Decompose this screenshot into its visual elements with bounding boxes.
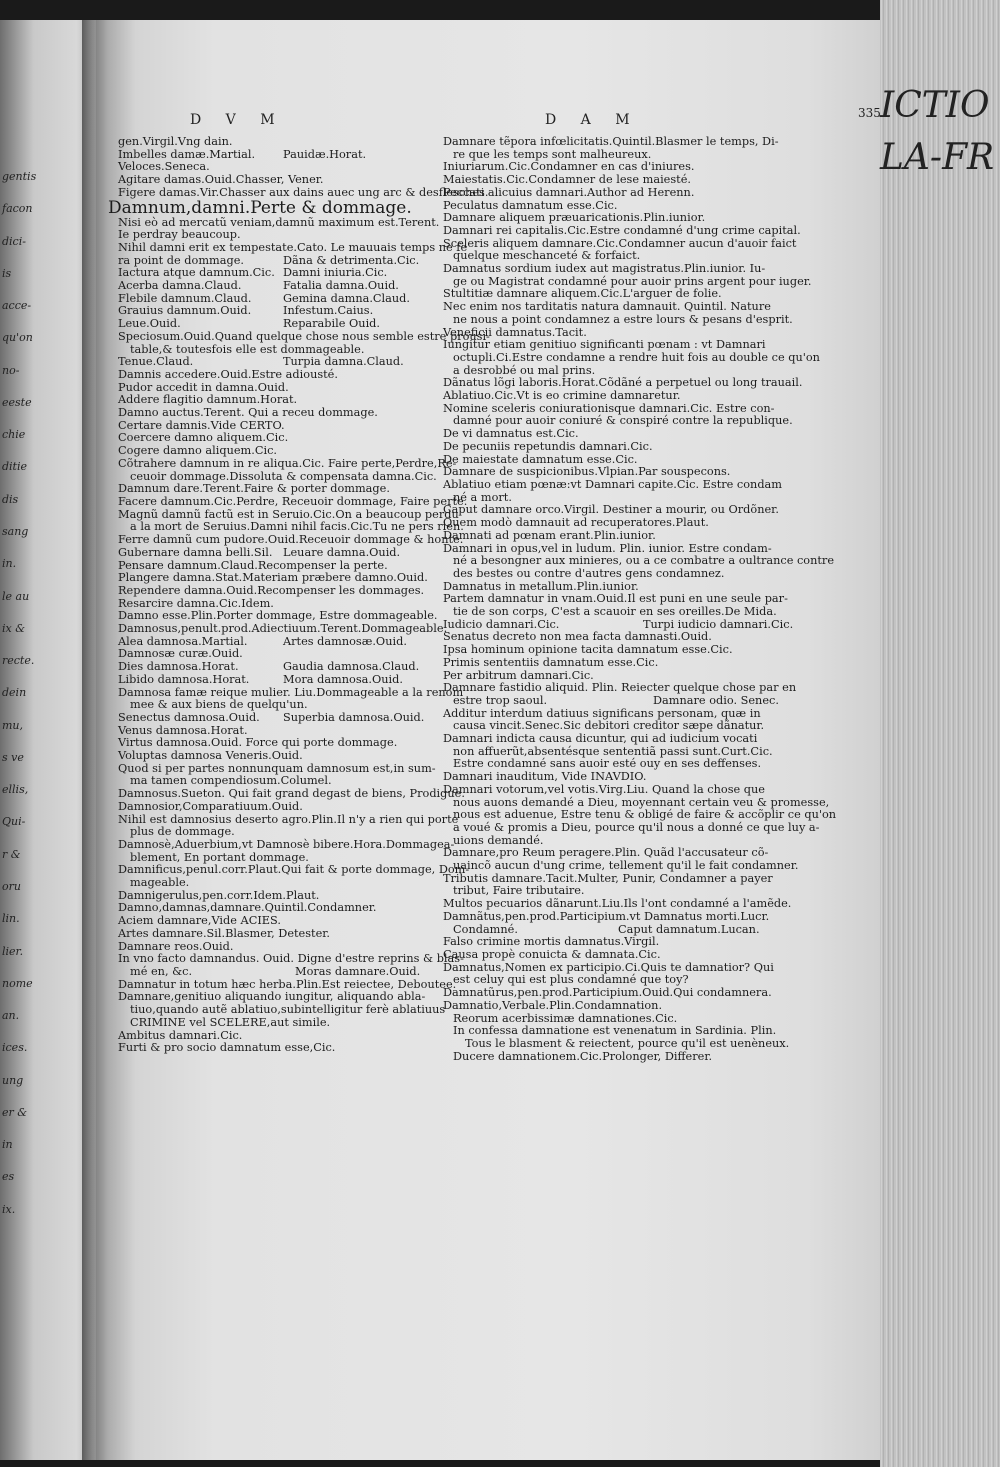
entry-text: estre trop saoul.	[453, 693, 548, 707]
margin-fragment: mu,	[2, 719, 24, 732]
entry-text: Alea damnosa.Martial.	[118, 634, 248, 648]
entry-text: Libido damnosa.Horat.	[118, 672, 250, 686]
entry-text: Figere damas.Vir.Chasser aux dains auec ung arc & desflesches.	[118, 185, 489, 199]
entry-text: Imbelles damæ.Martial.	[118, 147, 256, 161]
margin-fragment: in.	[2, 557, 17, 570]
entry-text: Damnis accedere.Ouid.Estre adiousté.	[118, 367, 338, 381]
entry-text: ge ou Magistrat condamné pour auoir prins argent pour iuger.	[453, 274, 812, 288]
entry-text: octupli.Ci.Estre condamne a rendre huit fois au double ce qu'on	[453, 350, 820, 364]
margin-fragment: ellis,	[2, 783, 29, 796]
margin-fragment: lier.	[2, 945, 24, 958]
entry-text-secondary: Dãna & detrimenta.Cic.	[283, 253, 420, 267]
entry-text: quelque meschanceté & forfaict.	[453, 249, 641, 263]
entry-text: Damnari inauditum, Vide INAVDIO.	[443, 770, 647, 784]
entry-text: Venus damnosa.Horat.	[118, 723, 248, 737]
margin-fragment: s ve	[2, 751, 24, 764]
entry-text: Acerba damna.Claud.	[118, 279, 242, 293]
entry-text: table,& toutesfois elle est dommageable.	[130, 342, 365, 356]
page-block-edges	[880, 0, 1000, 1467]
entry-line	[108, 661, 426, 674]
entry-text-secondary: Dissoluta & compensata damna.Cic.	[229, 469, 437, 483]
entry-text: Magnũ damnũ factũ est in Seruio.Cic.On a beaucoup perdu	[118, 507, 459, 521]
entry-text: uions demandé.	[453, 833, 544, 847]
entry-text: De vi damnatus est.Cic.	[443, 427, 579, 441]
entry-text: Damnatus sordium iudex aut magistratus.Plin.iunior. Iu-	[443, 262, 766, 276]
entry-text: Damno esse.Plin.Porter dommage, Estre dommageable.	[118, 609, 438, 623]
entry-text: plus de dommage.	[130, 825, 235, 839]
entry-line	[108, 197, 426, 218]
margin-fragment: gentis	[2, 170, 37, 183]
entry-text: Multos pecuarios dãnarunt.Liu.Ils l'ont condamné a l'amẽde.	[443, 897, 792, 911]
entry-text: Damnosus.Sueton. Qui fait grand degast de biens, Prodigue.	[118, 787, 465, 801]
entry-text: gen.Virgil.Vng dain.	[118, 135, 233, 148]
right-running-head: D A M	[545, 112, 640, 128]
entry-text: Quem modò damnauit ad recuperatores.Plaut.	[443, 516, 709, 530]
entry-text: Nomine sceleris coniurationisque damnari.Cic. Estre con-	[443, 401, 775, 415]
entry-text: Damnatio,Verbale.Plin.Condamnation.	[443, 998, 663, 1012]
entry-text: Veneficii damnatus.Tacit.	[443, 325, 587, 339]
left-running-head: D V M	[190, 112, 285, 128]
entry-text: Causa propè conuicta & damnata.Cic.	[443, 948, 661, 961]
entry-text-secondary: Superbia damnosa.Ouid.	[283, 710, 425, 724]
entry-text: Virtus damnosa.Ouid. Force qui porte dommage.	[118, 736, 398, 750]
margin-fragment: dici-	[2, 235, 26, 248]
margin-fragment: recte.	[2, 654, 35, 667]
entry-text: Ducere damnationem.Cic.Prolonger, Differer.	[453, 1049, 713, 1063]
entry-text: Tributis damnare.Tacit.Multer, Punir, Condamner a payer	[443, 871, 773, 885]
entry-text: Damnatur in totum hæc herba.Plin.Est reiectee, Deboutee.	[118, 977, 457, 991]
entry-text: Damnare reos.Ouid.	[118, 939, 234, 953]
entry-text: Tous le blasment & reiectent, pource qu'il est uenèneux.	[465, 1036, 790, 1050]
entry-text: Damnari votorum,vel votis.Virg.Liu. Quand la chose que	[443, 782, 765, 796]
entry-text: Ambitus damnari.Cic.	[118, 1028, 243, 1042]
page-number: 335	[858, 106, 881, 120]
entry-text: Per arbitrum damnari.Cic.	[443, 668, 594, 682]
entry-text: Dãnatus lõgi laboris.Horat.Cõdãné a perpetuel ou long trauail.	[443, 376, 803, 390]
entry-text: tie de son corps, C'est a scauoir en ses oreilles.De Mida.	[453, 605, 777, 619]
entry-text: Nihil est damnosius deserto agro.Plin.Il n'y a rien qui porte	[118, 812, 459, 826]
entry-text: In confessa damnatione est venenatum in Sardinia. Plin.	[453, 1024, 777, 1038]
entry-text: a la mort de Seruius.	[130, 520, 251, 534]
entry-text: Peccati alicuius damnari.Author ad Herenn.	[443, 185, 695, 199]
margin-fragment: qu'on	[2, 331, 33, 344]
entry-text: ne nous a point condamnez a estre lours & pesans d'esprit.	[453, 312, 793, 326]
margin-fragment: r &	[2, 848, 21, 861]
entry-text: Plangere damna.Stat.	[118, 571, 243, 585]
entry-line	[108, 456, 457, 471]
entry-text: Damno auctus.Terent. Qui a receu dommage.	[118, 406, 378, 420]
entry-text: né a besongner aux minieres, ou a ce combatre a oultrance contre	[453, 554, 835, 568]
entry-text: Sceleris aliquem damnare.Cic.Condamner aucun d'auoir faict	[443, 236, 797, 250]
entry-text: Rependere damna.Ouid.Recompenser les dommages.	[118, 583, 425, 597]
entry-text: De maiestate damnatum esse.Cic.	[443, 452, 638, 466]
entry-text-secondary: Turpi iudicio damnari.Cic.	[643, 617, 794, 631]
entry-text: Iniuriarum.Cic.Condamner en cas d'iniures.	[443, 160, 695, 174]
margin-fragment: oru	[2, 880, 21, 893]
entry-text: Caput damnare orco.Virgil. Destiner a mourir, ou Ordõner.	[443, 503, 779, 517]
margin-fragment: ditie	[2, 460, 28, 473]
entry-text: damné pour auoir coniuré & conspiré contre la republique.	[453, 414, 793, 428]
entry-line	[108, 1042, 426, 1055]
entry-text: blement, En portant dommage.	[130, 850, 309, 864]
entry-text: Certare damnis.Vide CERTO.	[118, 418, 285, 432]
entry-text: Damnari indicta causa dicuntur, qui ad iudicium vocati	[443, 732, 758, 746]
entry-text: Quod si per partes nonnunquam damnosum est,in sum-	[118, 761, 436, 775]
entry-text: Veloces.Seneca.	[118, 160, 210, 174]
entry-text: Iudicio damnari.Cic.	[443, 617, 560, 631]
entry-text: Pensare damnum.Claud.Recompenser la perte.	[118, 558, 388, 572]
entry-text: Damnari rei capitalis.Cic.Estre condamné d'ung crime capital.	[443, 223, 801, 237]
margin-fragment: is	[2, 267, 12, 280]
entry-text: Ipsa hominum opinione tacita damnatum esse.Cic.	[443, 643, 733, 657]
entry-text: Partem damnatur in vnam.Ouid.Il est puni en une seule par-	[443, 592, 788, 606]
entry-text-secondary: Leuare damna.Ouid.	[283, 545, 401, 559]
entry-text: CRIMINE vel SCELERE,aut simile.	[130, 1015, 331, 1029]
margin-fragment: chie	[2, 428, 26, 441]
entry-line	[108, 533, 464, 547]
entry-text: ra point de dommage.	[118, 253, 244, 267]
entry-text: In vno facto damnandus. Ouid. Digne d'estre reprins & blas-	[118, 952, 464, 966]
entry-text: Agitare damas.Ouid.Chasser, Vener.	[118, 173, 324, 187]
entry-text-secondary: Reparabile Ouid.	[283, 317, 380, 331]
margin-fragment: lin.	[2, 912, 20, 925]
entry-text: Damnare de suspicionibus.Vlpian.Par souspecons.	[443, 465, 731, 479]
margin-fragment: ices.	[2, 1041, 28, 1054]
entry-text: tribut, Faire tributaire.	[453, 884, 585, 898]
entry-text: mageable.	[130, 876, 190, 890]
entry-text-secondary: Artes damnosæ.Ouid.	[283, 634, 407, 648]
entry-text: Voluptas damnosa Veneris.Ouid.	[118, 749, 303, 763]
entry-text-secondary: Damnare odio. Senec.	[653, 693, 779, 707]
margin-fragment: facon	[2, 202, 33, 215]
margin-fragment: dein	[2, 686, 27, 699]
entry-text: Pudor accedit in damna.Ouid.	[118, 380, 289, 394]
entry-text: Damnari in opus,vel in ludum. Plin. iunior. Estre condam-	[443, 541, 772, 555]
entry-text: né a mort.	[453, 490, 512, 504]
entry-text-secondary: Mora damnosa.Ouid.	[283, 672, 403, 686]
entry-text: Damnum dare.Terent.Faire & porter dommage.	[118, 482, 390, 496]
entry-text: a desrobbé ou mal prins.	[453, 363, 596, 377]
entry-text: Speciosum.Ouid.Quand quelque chose nous semble estre prousi-	[118, 329, 490, 343]
entry-text: a voué & promis a Dieu, pource qu'il nous a donné ce que luy a-	[453, 820, 820, 834]
entry-text: Condamné.	[453, 922, 518, 936]
margin-fragment: sang	[2, 525, 29, 538]
entry-text: Leue.Ouid.	[118, 317, 181, 331]
entry-text: Damnatũrus,pen.prod.Participium.Ouid.Qui condamnera.	[443, 986, 772, 1000]
entry-text: uaincõ aucun d'ung crime, tellement qu'il le fait condamner.	[453, 859, 799, 873]
entry-text: Iactura atque damnum.Cic.	[118, 266, 275, 280]
entry-text: Dies damnosa.Horat.	[118, 660, 239, 674]
entry-text-secondary: Moras damnare.Ouid.	[295, 965, 421, 978]
entry-text: Cõtrahere damnum in re aliqua.Cic. Faire perte,Perdre,Re-	[118, 456, 457, 470]
entry-text: Damnosæ curæ.Ouid.	[118, 647, 243, 661]
entry-text: Stultitiæ damnare aliquem.Cic.L'arguer de folie.	[443, 287, 722, 301]
entry-text-secondary: Pauidæ.Horat.	[283, 147, 367, 161]
margin-fragment: ung	[2, 1074, 24, 1087]
entry-text: ma tamen compendiosum.Columel.	[130, 774, 332, 788]
entry-text: Damnificus,penul.corr.Plaut.Qui fait & porte dommage, Dom-	[118, 863, 470, 877]
entry-text: Tenue.Claud.	[118, 355, 194, 369]
margin-fragment: ix.	[2, 1203, 16, 1216]
entry-text: Resarcire damna.Cic.Idem.	[118, 596, 274, 610]
entry-text: Damnigerulus,pen.corr.Idem.Plaut.	[118, 888, 320, 902]
entry-text: Maiestatis.Cic.Condamner de lese maiesté.	[443, 173, 691, 187]
entry-text: Artes damnare.Sil.Blasmer, Detester.	[118, 926, 331, 940]
right-column	[443, 135, 837, 1063]
entry-text: Coercere damno aliquem.Cic.	[118, 431, 289, 445]
entry-text: Damnosior,Comparatiuum.Ouid.	[118, 799, 303, 813]
entry-text-secondary: Gemina damna.Claud.	[283, 291, 411, 305]
entry-line	[108, 622, 448, 636]
entry-text: Grauius damnum.Ouid.	[118, 304, 252, 318]
entry-text: Damnare aliquem præuaricationis.Plin.iunior.	[443, 211, 706, 225]
entry-text: tiuo,quando autẽ ablatiuo,subintelligitur ferè ablatiuus	[130, 1003, 446, 1017]
entry-text: Ie perdray beaucoup.	[118, 228, 241, 242]
entry-line	[443, 911, 773, 924]
entry-text: Additur interdum datiuus significans personam, quæ in	[443, 706, 761, 720]
entry-text: est celuy qui est plus condamné que toy?	[453, 973, 689, 987]
entry-text: Nec enim nos tarditatis natura damnauit. Quintil. Nature	[443, 300, 771, 314]
entry-text: Senectus damnosa.Ouid.	[118, 710, 260, 724]
entry-text: Cogere damno aliquem.Cic.	[118, 444, 278, 458]
margin-fragment: Qui-	[2, 815, 26, 828]
margin-fragment: acce-	[2, 299, 32, 312]
entry-text: Ferre damnũ cum pudore.Ouid.Receuoir dommage & honte.	[118, 533, 464, 547]
margin-fragment: er &	[2, 1106, 28, 1119]
entry-text: Damnosus,penult.prod.Adiectiuum.Terent.Dommageable.	[118, 622, 448, 636]
entry-text: Peculatus damnatum esse.Cic.	[443, 198, 618, 212]
entry-text-secondary: Infestum.Caius.	[283, 304, 374, 318]
entry-text-secondary: Turpia damna.Claud.	[283, 355, 404, 369]
entry-text: Damnosè,Aduerbium,vt Damnosè bibere.Hora.Dommagea-	[118, 837, 455, 851]
margin-fragment: an.	[2, 1009, 20, 1022]
entry-text: mé en, &c.	[130, 965, 193, 978]
entry-text: Damnare tẽpora infœlicitatis.Quintil.Blasmer le temps, Di-	[443, 135, 779, 148]
entry-text: Falso crimine mortis damnatus.Virgil.	[443, 935, 660, 949]
entry-text: Nihil damni erit ex tempestate.Cato. Le mauuais temps ne fe	[118, 240, 468, 254]
margin-fragment: le au	[2, 590, 30, 603]
entry-text: Damnãtus,pen.prod.Participium.vt Damnatus morti.Lucr.	[443, 909, 770, 923]
entry-text: nous auons demandé a Dieu, moyennant certain veu & promesse,	[453, 795, 830, 809]
entry-text: Gubernare damna belli.Sil.	[118, 545, 273, 559]
margin-fragment: dis	[2, 493, 19, 506]
margin-fragment: in	[2, 1138, 13, 1151]
entry-line	[443, 1051, 773, 1064]
margin-fragment: es	[2, 1170, 15, 1183]
entry-line	[108, 280, 426, 293]
entry-text: Iungitur etiam genitiuo significanti pœnam : vt Damnari	[443, 338, 766, 352]
entry-text: Nisi eò ad mercatũ veniam,damnũ maximum est.Terent.	[118, 215, 440, 229]
entry-text: nous est aduenue, Estre tenu & obligé de faire & accõplir ce qu'on	[453, 808, 837, 822]
entry-text: De pecuniis repetundis damnari.Cic.	[443, 439, 653, 453]
entry-text-secondary: Caput damnatum.Lucan.	[618, 922, 760, 936]
entry-text-secondary: Materiam præbere damno.Ouid.	[242, 571, 428, 585]
entry-text: Reorum acerbissimæ damnationes.Cic.	[453, 1011, 678, 1025]
entry-text: Damnosa famæ reique mulier. Liu.Dommageable a la renom	[118, 685, 464, 699]
entry-text: Damnatus,Nomen ex participio.Ci.Quis te damnatior? Qui	[443, 960, 774, 974]
entry-text: Damnare,pro Reum peragere.Plin. Quãd l'accusateur cõ-	[443, 846, 769, 860]
entry-text: causa vincit.Senec.Sic debitori creditor sæpe dãnatur.	[453, 719, 765, 733]
margin-fragment: ix &	[2, 622, 26, 635]
entry-text: ceuoir dommage.	[130, 469, 230, 483]
margin-fragment: nome	[2, 977, 33, 990]
entry-text: Estre condamné sans auoir esté ouy en ses deffenses.	[453, 757, 762, 771]
entry-text: Addere flagitio damnum.Horat.	[118, 393, 298, 407]
entry-text-secondary: Damni iniuria.Cic.	[283, 266, 388, 280]
entry-text: Flebile damnum.Claud.	[118, 291, 252, 305]
entry-text: Damnatus in metallum.Plin.iunior.	[443, 579, 639, 593]
entry-text-secondary: Gaudia damnosa.Claud.	[283, 660, 420, 674]
entry-line	[108, 240, 468, 255]
entry-text: mee & aux biens de quelqu'un.	[130, 698, 308, 712]
entry-text: re que les temps sont malheureux.	[453, 147, 652, 161]
spine-handwriting: ICTIO LA-FR	[880, 85, 995, 178]
entry-text: Damno,damnas,damnare.Quintil.Condamner.	[118, 901, 377, 915]
entry-text: Damnum,damni.Perte & dommage.	[108, 197, 412, 218]
entry-text-secondary: Damni nihil facis.Cic.Tu ne pers rien.	[250, 520, 464, 534]
margin-fragment: eeste	[2, 396, 32, 409]
margin-fragment: no-	[2, 364, 20, 377]
entry-text: Damnare fastidio aliquid. Plin. Reiecter quelque chose par en	[443, 681, 797, 695]
entry-text: Damnati ad pœnam erant.Plin.iunior.	[443, 528, 656, 542]
entry-text: Aciem damnare,Vide ACIES.	[118, 914, 281, 928]
entry-text: Ablatiuo etiam pœnæ:vt Damnari capite.Cic. Estre condam	[443, 477, 783, 491]
entry-text: Primis sententiis damnatum esse.Cic.	[443, 655, 659, 669]
entry-text: non affuerũt,absentésque sententiã passi sunt.Curt.Cic.	[453, 744, 773, 758]
entry-text: Furti & pro socio damnatum esse,Cic.	[118, 1041, 336, 1055]
entry-text: Damnare,genitiuo aliquando iungitur, aliquando abla-	[118, 990, 426, 1004]
entry-text: des bestes ou contre d'autres gens condamnez.	[453, 566, 725, 580]
entry-text: Senatus decreto non mea facta damnasti.Ouid.	[443, 630, 712, 644]
entry-text: Facere damnum.Cic.Perdre, Receuoir dommage, Faire perte.	[118, 494, 468, 508]
entry-line	[108, 136, 426, 149]
entry-text-secondary: Fatalia damna.Ouid.	[283, 279, 399, 293]
entry-text: Ablatiuo.Cic.Vt is eo crimine damnaretur.	[443, 389, 681, 403]
gutter-shadow	[82, 20, 108, 1460]
